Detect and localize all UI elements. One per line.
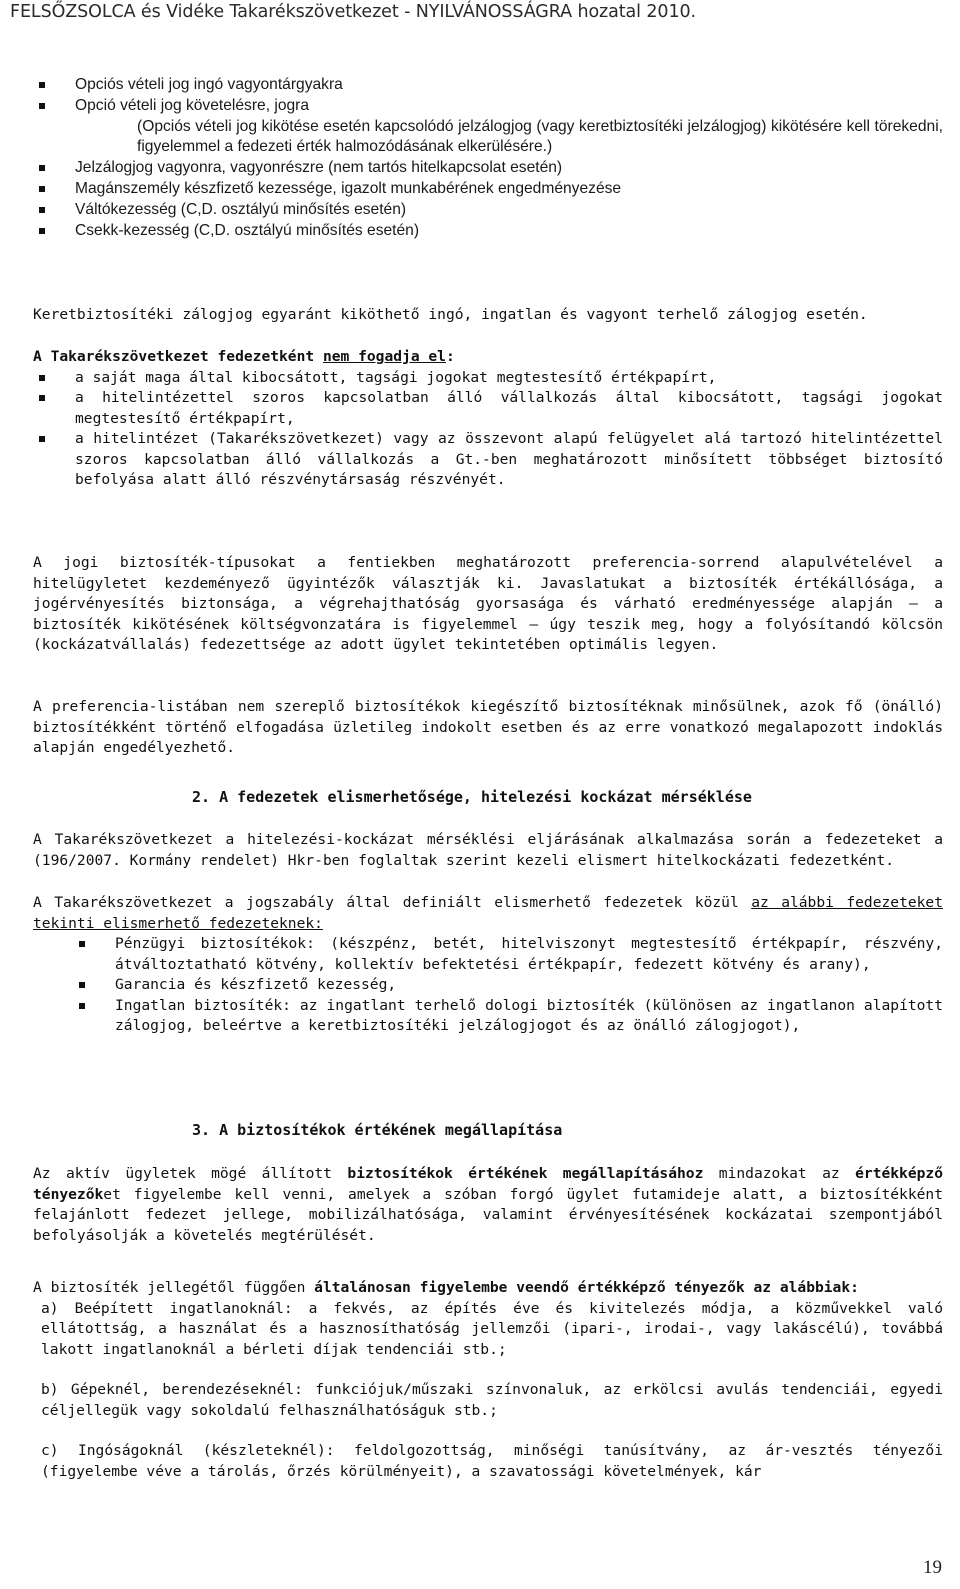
paragraph-preferencia: A preferencia-listában nem szereplő biztosítékok kiegészítő biztosítéknak minősülnek, azok fő (önálló) biztosítékként történő elfogadása üzletileg indokolt esetben és az erre vonatkozó megalapozott indoklás alapján engedélyezhető.	[33, 698, 943, 756]
h2b-underlined: az alábbi fedezeteket tekinti elismerhető fedezeteknek:	[33, 894, 943, 932]
page-number: 19	[923, 1557, 942, 1578]
list-item: a hitelintézet (Takarékszövetkezet) vagy az összevont alapú felügyelet alá tartozó hitelintézettel szoros kapcsolatban álló vállalkozás a Gt.-ben meghatározott minősített többséget biztosító befolyása alatt álló részvénytársaság részvényét.	[33, 429, 943, 491]
h3a-b2: értékképző tényezők	[33, 1165, 943, 1203]
factors-section	[33, 1278, 943, 1482]
list-item: Garancia és készfizető kezesség,	[33, 975, 943, 996]
section-heading-2: 2. A fedezetek elismerhetősége, hitelezési kockázat mérséklése	[192, 788, 752, 806]
h3b-t1: A biztosíték jellegétől függően	[33, 1279, 315, 1296]
list-item: Pénzügyi biztosítékok: (készpénz, betét, hitelviszonyt megtestesítő értékpapír, részvény, átváltoztatható kötvény, kollektív befektetési értékpapír, fedezett kötvény és arany),	[33, 934, 943, 975]
h3a-t3: et figyelembe kell venni, amelyek a szóban forgó ügylet futamideje alatt, a biztosítékként felajánlott fedezet jellege, mobilizálhatósága, valamint érvényesítésének kockázatai szempontjából befolyásolják a követelés megtérülését.	[33, 1185, 943, 1244]
section-heading-3: 3. A biztosítékok értékének megállapítása	[192, 1121, 563, 1139]
paragraph-h3a	[33, 1164, 943, 1246]
list-note: (Opciós vételi jog kikötése esetén kapcsolódó jelzálogjog (vagy keretbiztosítéki jelzálogjog) kikötésére kell törekedni, figyelemmel a fedezeti érték halmozódásának elkerülésére.)	[137, 117, 943, 156]
paragraph-keret: Keretbiztosítéki zálogjog egyaránt kiköthető ingó, ingatlan és vagyont terhelő zálogjog esetén.	[33, 306, 868, 323]
list-item: Opciós vételi jog ingó vagyontárgyakra	[33, 75, 943, 96]
h2b-text: A Takarékszövetkezet a jogszabály által definiált elismerhető fedezetek közül	[33, 894, 752, 911]
list-item: Ingatlan biztosíték: az ingatlant terhelő dologi biztosíték (különösen az ingatlanon alapított zálogjog, beleértve a keretbiztosítéki jelzálogjogot és az önálló zálogjogot),	[33, 996, 943, 1037]
list-item: Opció vételi jog követelésre, jogra	[33, 96, 943, 117]
h3a-b1: biztosítékok értékének megállapításához	[347, 1165, 704, 1182]
collateral-list	[33, 75, 943, 241]
h3b-b1: általánosan figyelembe veendő értékképző tényezők az alábbiak:	[314, 1279, 859, 1296]
list-item: Magánszemély készfizető kezessége, igazolt munkabérének engedményezése	[33, 179, 943, 200]
factor-item: b) Gépeknél, berendezéseknél: funkciójuk/műszaki színvonaluk, az erkölcsi avulás tendenciái, egyedi céljellegük vagy sokoldalú felhasználhatóságuk stb.;	[41, 1381, 943, 1419]
paragraph-h2b	[33, 893, 943, 934]
paragraph-h3b	[33, 1278, 943, 1299]
not-accepted-lead	[33, 347, 943, 368]
list-item: a hitelintézettel szoros kapcsolatban álló vállalkozás által kibocsátott, tagsági jogokat megtestesítő értékpapírt,	[33, 388, 943, 429]
paragraph-jogi: A jogi biztosíték-típusokat a fentiekben meghatározott preferencia-sorrend alapulvételével a hitelügyletet kezdeményező ügyintézők választják ki. Javaslatukat a biztosíték értékállósága, a jogérvényesítés biztonsága, a végrehajthatóság gyorsasága és várható eredményessége alapján — a biztosíték kikötésének költségvonzatára is figyelemmel — úgy teszik meg, hogy a folyósítandó kölcsön (kockázatvállalás) fedezettsége az adott ügylet tekintetében optimális legyen.	[33, 554, 943, 653]
page-header: FELSŐZSOLCA és Vidéke Takarékszövetkezet - NYILVÁNOSSÁGRA hozatal 2010.	[10, 2, 696, 22]
list-item: Váltókezesség (C,D. osztályú minősítés esetén)	[33, 200, 943, 221]
factor-item: a) Beépített ingatlanoknál: a fekvés, az építés éve és kivitelezés módja, a közművekkel való ellátottság, a használat és a hasznosíthatóság jellemzői (ipari-, irodai-, vagy lakáscélú), továbbá lakott ingatlanoknál a bérleti díjak tendenciái stb.;	[41, 1299, 943, 1358]
h3a-t1: Az aktív ügyletek mögé állított	[33, 1165, 348, 1182]
not-accepted-section	[33, 347, 943, 491]
recognized-section	[33, 893, 943, 1037]
paragraph-h2a: A Takarékszövetkezet a hitelezési-kockázat mérséklési eljárásának alkalmazása során a fedezeteket a (196/2007. Kormány rendelet) Hkr-ben foglaltak szerint kezeli elismert hitelkockázati fedezetként.	[33, 831, 943, 869]
list-item: Jelzálogjog vagyonra, vagyonrészre (nem tartós hitelkapcsolat esetén)	[33, 158, 943, 179]
lead-text: A Takarékszövetkezet fedezetként	[33, 348, 323, 365]
list-item: a saját maga által kibocsátott, tagsági jogokat megtestesítő értékpapírt,	[33, 368, 943, 389]
factor-item: c) Ingóságoknál (készleteknél): feldolgozottság, minőségi tanúsítvány, az ár-vesztés tényezői (figyelembe véve a tárolás, őrzés körülményeit), a szavatossági követelmények, kár	[41, 1442, 943, 1480]
list-item: Csekk-kezesség (C,D. osztályú minősítés esetén)	[33, 221, 943, 242]
lead-colon: :	[445, 348, 455, 365]
lead-underlined: nem fogadja el	[322, 348, 446, 365]
h3a-t2: mindazokat az	[703, 1165, 856, 1182]
